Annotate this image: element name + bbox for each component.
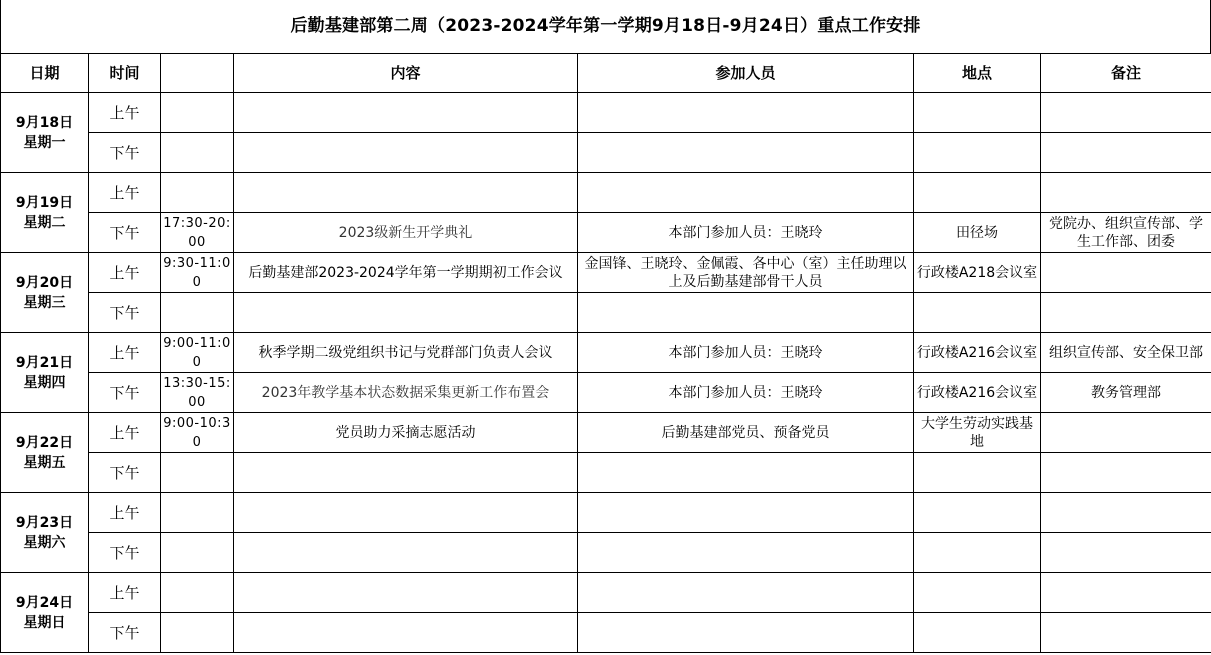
content-cell: [234, 533, 578, 573]
content-cell: [234, 93, 578, 133]
header-location: 地点: [914, 54, 1041, 93]
date-label: 9月24日: [15, 594, 74, 611]
date-label: 9月23日: [15, 514, 74, 531]
time-cell: [161, 173, 234, 213]
participants-cell: [578, 133, 914, 173]
time-cell: 9:30-11:00: [161, 253, 234, 293]
participants-cell: [578, 93, 914, 133]
date-cell: [1, 253, 89, 333]
table-row: [1, 573, 1211, 613]
time-cell: 9:00-11:00: [161, 333, 234, 373]
notes-cell: [1041, 413, 1211, 453]
header-time: [161, 54, 234, 93]
date-cell: [1, 413, 89, 493]
period-cell: 下午: [89, 613, 161, 653]
header-date: 日期: [1, 54, 89, 93]
date-cell: [1, 493, 89, 573]
content-cell: [234, 493, 578, 533]
table-row: [1, 373, 1211, 413]
weekday-label: 星期四: [23, 374, 66, 391]
notes-cell: [1041, 613, 1211, 653]
notes-cell: [1041, 253, 1211, 293]
table-row: [1, 293, 1211, 333]
location-cell: [914, 93, 1041, 133]
table-row: [1, 93, 1211, 133]
content-cell: 党员助力采摘志愿活动: [234, 413, 578, 453]
header-content: 内容: [234, 54, 578, 93]
weekday-label: 星期五: [23, 454, 66, 471]
content-cell: [234, 613, 578, 653]
notes-cell: [1041, 573, 1211, 613]
period-cell: 下午: [89, 213, 161, 253]
table-row: [1, 333, 1211, 373]
header-participants: 参加人员: [578, 54, 914, 93]
participants-cell: [578, 533, 914, 573]
participants-cell: [578, 493, 914, 533]
period-cell: 下午: [89, 453, 161, 493]
time-cell: [161, 453, 234, 493]
table-row: [1, 453, 1211, 493]
participants-cell: 后勤基建部党员、预备党员: [578, 413, 914, 453]
period-cell: 下午: [89, 373, 161, 413]
participants-cell: 本部门参加人员：王晓玲: [578, 333, 914, 373]
content-cell: [234, 573, 578, 613]
content-cell: 秋季学期二级党组织书记与党群部门负责人会议: [234, 333, 578, 373]
participants-cell: 金国锋、王晓玲、金佩霞、各中心（室）主任助理以上及后勤基建部骨干人员: [578, 253, 914, 293]
period-cell: 上午: [89, 333, 161, 373]
location-cell: [914, 293, 1041, 333]
content-cell: 2023级新生开学典礼: [234, 213, 578, 253]
content-cell: [234, 133, 578, 173]
date-label: 9月22日: [15, 434, 74, 451]
weekday-label: 星期三: [23, 294, 66, 311]
location-cell: 大学生劳动实践基地: [914, 413, 1041, 453]
table-row: [1, 133, 1211, 173]
location-cell: [914, 173, 1041, 213]
date-cell: [1, 173, 89, 253]
notes-cell: [1041, 493, 1211, 533]
header-period: 时间: [89, 54, 161, 93]
content-cell: 2023年教学基本状态数据采集更新工作布置会: [234, 373, 578, 413]
table-row: [1, 253, 1211, 293]
participants-cell: [578, 293, 914, 333]
time-cell: [161, 133, 234, 173]
weekday-label: 星期六: [23, 534, 66, 551]
content-cell: [234, 293, 578, 333]
table-row: [1, 613, 1211, 653]
location-cell: [914, 133, 1041, 173]
participants-cell: 本部门参加人员：王晓玲: [578, 213, 914, 253]
period-cell: 上午: [89, 253, 161, 293]
location-cell: 田径场: [914, 213, 1041, 253]
participants-cell: [578, 453, 914, 493]
table-row: [1, 413, 1211, 453]
notes-cell: [1041, 453, 1211, 493]
schedule-table: [0, 53, 1211, 653]
time-cell: [161, 533, 234, 573]
participants-cell: 本部门参加人员：王晓玲: [578, 373, 914, 413]
location-cell: [914, 533, 1041, 573]
location-cell: 行政楼A216会议室: [914, 373, 1041, 413]
header-notes: 备注: [1041, 54, 1211, 93]
date-cell: [1, 93, 89, 173]
notes-cell: 党院办、组织宣传部、学生工作部、团委: [1041, 213, 1211, 253]
table-row: [1, 493, 1211, 533]
date-cell: [1, 573, 89, 653]
period-cell: 下午: [89, 293, 161, 333]
weekday-label: 星期二: [23, 214, 66, 231]
date-cell: [1, 333, 89, 413]
location-cell: [914, 453, 1041, 493]
time-cell: [161, 573, 234, 613]
content-cell: [234, 453, 578, 493]
time-cell: [161, 493, 234, 533]
time-cell: 17:30-20:00: [161, 213, 234, 253]
notes-cell: [1041, 133, 1211, 173]
date-label: 9月19日: [15, 194, 74, 211]
location-cell: 行政楼A218会议室: [914, 253, 1041, 293]
location-cell: [914, 573, 1041, 613]
notes-cell: [1041, 173, 1211, 213]
notes-cell: 教务管理部: [1041, 373, 1211, 413]
page-title: 后勤基建部第二周（2023-2024学年第一学期9月18日-9月24日）重点工作安排: [0, 0, 1211, 53]
weekday-label: 星期日: [23, 614, 66, 631]
table-row: [1, 533, 1211, 573]
date-label: 9月18日: [15, 114, 74, 131]
location-cell: [914, 493, 1041, 533]
period-cell: 下午: [89, 133, 161, 173]
participants-cell: [578, 613, 914, 653]
location-cell: [914, 613, 1041, 653]
header-row: [1, 54, 1211, 93]
period-cell: 上午: [89, 573, 161, 613]
date-label: 9月20日: [15, 274, 74, 291]
time-cell: 13:30-15:00: [161, 373, 234, 413]
time-cell: [161, 293, 234, 333]
table-row: [1, 173, 1211, 213]
participants-cell: [578, 173, 914, 213]
period-cell: 上午: [89, 493, 161, 533]
period-cell: 下午: [89, 533, 161, 573]
notes-cell: 组织宣传部、安全保卫部: [1041, 333, 1211, 373]
period-cell: 上午: [89, 413, 161, 453]
period-cell: 上午: [89, 93, 161, 133]
weekday-label: 星期一: [23, 134, 66, 151]
content-cell: [234, 173, 578, 213]
notes-cell: [1041, 93, 1211, 133]
period-cell: 上午: [89, 173, 161, 213]
notes-cell: [1041, 533, 1211, 573]
time-cell: [161, 93, 234, 133]
time-cell: [161, 613, 234, 653]
date-label: 9月21日: [15, 354, 74, 371]
notes-cell: [1041, 293, 1211, 333]
participants-cell: [578, 573, 914, 613]
time-cell: 9:00-10:30: [161, 413, 234, 453]
table-row: [1, 213, 1211, 253]
location-cell: 行政楼A216会议室: [914, 333, 1041, 373]
content-cell: 后勤基建部2023-2024学年第一学期期初工作会议: [234, 253, 578, 293]
